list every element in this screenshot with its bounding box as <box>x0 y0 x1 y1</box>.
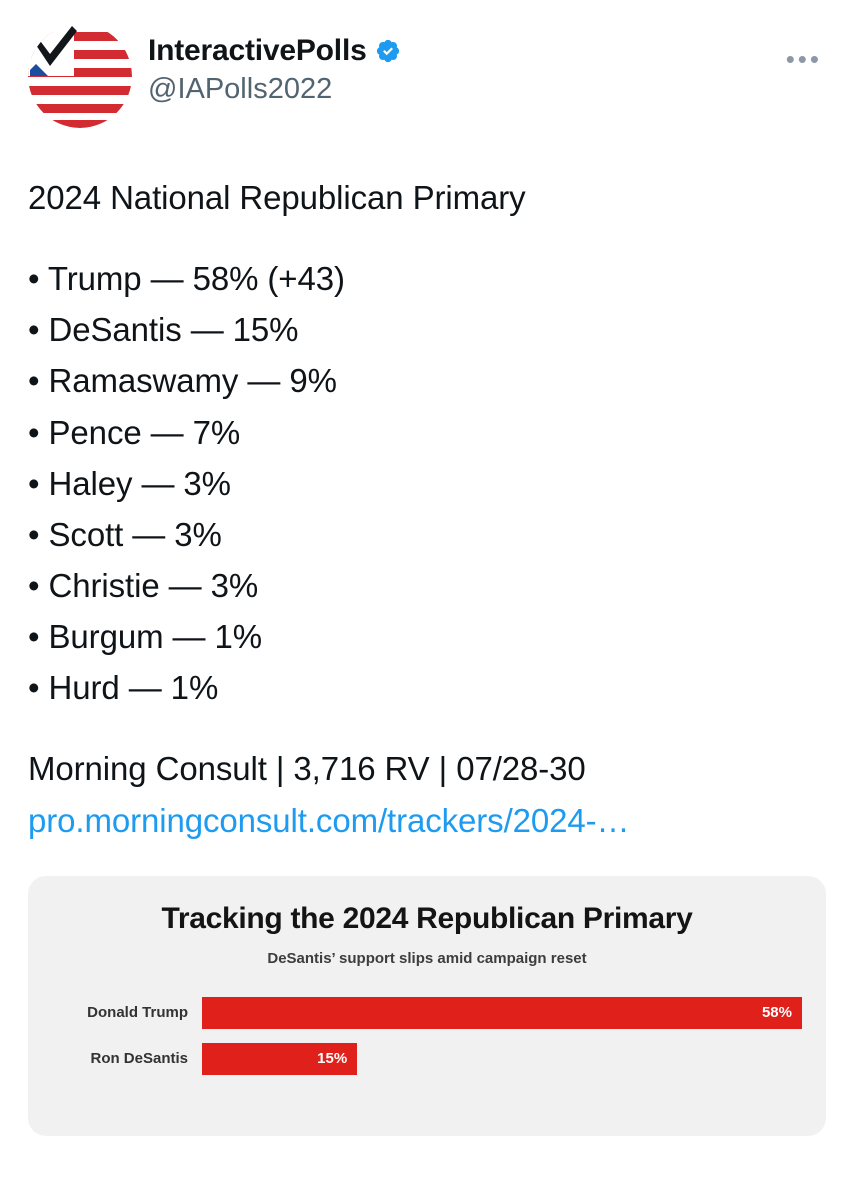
verified-badge-icon <box>375 38 401 64</box>
embedded-chart-card[interactable] <box>28 876 826 1136</box>
poll-source: Morning Consult | 3,716 RV | 07/28-30 <box>28 750 586 788</box>
bar-fill <box>202 997 802 1029</box>
poll-title: 2024 National Republican Primary <box>28 179 526 216</box>
chart-bars <box>52 997 802 1075</box>
list-item: • Trump — 58% (+43) <box>28 260 345 298</box>
list-item: • Scott — 3% <box>28 515 222 553</box>
list-item: • Burgum — 1% <box>28 618 263 656</box>
bar-label: Ron DeSantis <box>90 1050 188 1068</box>
poll-results-list <box>28 253 826 713</box>
list-item: • Christie — 3% <box>28 566 259 604</box>
bar-label: Donald Trump <box>87 1004 188 1022</box>
chart-subtitle: DeSantis’ support slips amid campaign reset <box>267 949 587 967</box>
list-item: • Haley — 3% <box>28 464 231 502</box>
table-row <box>52 997 802 1029</box>
spacer-2 <box>28 713 826 743</box>
bar-value: 58% <box>761 1004 792 1022</box>
bar-track <box>202 997 802 1029</box>
more-options-icon[interactable]: ••• <box>785 44 822 74</box>
bar-track <box>202 1043 802 1075</box>
list-item: • Pence — 7% <box>28 413 241 451</box>
bar-fill <box>202 1043 357 1075</box>
list-item: • Ramaswamy — 9% <box>28 362 337 400</box>
spacer-1 <box>28 223 826 253</box>
tweet-body <box>28 172 826 846</box>
chart-title: Tracking the 2024 Republican Primary <box>161 901 693 935</box>
tweet-header <box>28 24 826 128</box>
account-handle: @IAPolls2022 <box>148 73 333 105</box>
account-names <box>148 24 401 106</box>
list-item: • DeSantis — 15% <box>28 311 299 349</box>
table-row <box>52 1043 802 1075</box>
bar-value: 15% <box>317 1050 348 1068</box>
avatar[interactable] <box>28 24 132 128</box>
source-link[interactable]: pro.morningconsult.com/trackers/2024-… <box>28 801 630 839</box>
display-name: InteractivePolls <box>148 34 367 67</box>
list-item: • Hurd — 1% <box>28 669 219 707</box>
display-name-row <box>148 34 401 67</box>
